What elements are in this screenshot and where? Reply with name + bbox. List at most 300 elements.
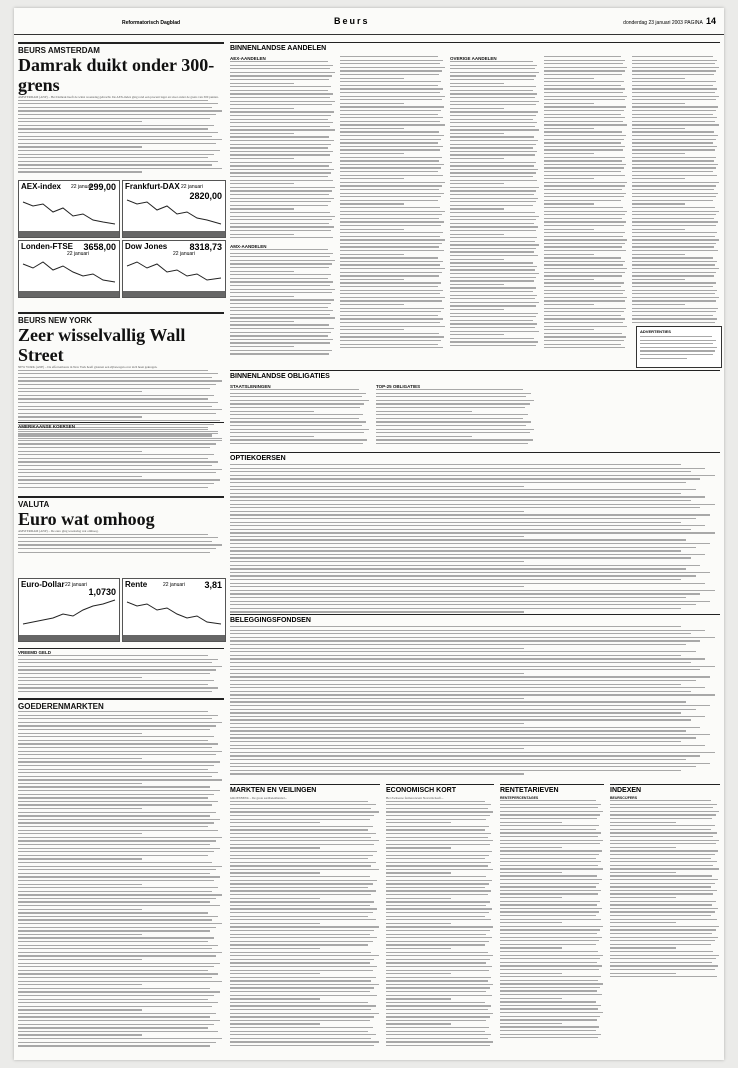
text-line <box>230 219 332 220</box>
text-line <box>386 847 451 848</box>
text-line <box>340 344 438 345</box>
text-line <box>450 291 533 292</box>
text-line <box>450 287 536 288</box>
text-line <box>632 139 716 140</box>
text-line <box>386 901 490 902</box>
section-heading: INDEXEN <box>610 784 720 794</box>
text-line <box>18 655 208 656</box>
text-line <box>544 189 622 190</box>
text-line <box>18 812 216 813</box>
text-line <box>632 81 716 82</box>
text-line <box>18 747 212 748</box>
table-lines <box>230 249 336 357</box>
text-line <box>632 142 713 143</box>
text-line <box>500 1016 600 1017</box>
text-line <box>230 662 691 663</box>
chart-line <box>123 592 225 634</box>
text-line <box>230 126 330 127</box>
text-line <box>500 926 603 927</box>
text-line <box>632 207 715 208</box>
chart-value: 299,00 <box>88 182 116 192</box>
text-line <box>632 243 716 244</box>
text-line <box>544 96 627 97</box>
text-line <box>18 691 212 692</box>
beurs-amsterdam-article <box>18 42 224 176</box>
text-line <box>386 977 491 978</box>
text-line <box>230 411 314 412</box>
text-line <box>230 158 294 159</box>
text-line <box>610 965 718 966</box>
text-line <box>500 861 601 862</box>
text-line <box>230 597 686 598</box>
text-line <box>450 136 534 137</box>
text-line <box>230 770 681 771</box>
text-line <box>18 114 216 115</box>
text-line <box>610 872 676 873</box>
text-line <box>544 146 625 147</box>
text-line <box>610 908 718 909</box>
text-line <box>632 149 715 150</box>
text-line <box>340 225 441 226</box>
text-line <box>340 300 442 301</box>
text-line <box>230 256 330 257</box>
text-line <box>230 916 368 917</box>
text-line <box>500 958 600 959</box>
text-line <box>386 1045 490 1046</box>
text-line <box>18 855 208 856</box>
text-line <box>230 977 376 978</box>
text-line <box>340 196 441 197</box>
text-line <box>230 691 691 692</box>
text-line <box>500 818 597 819</box>
text-line <box>500 875 597 876</box>
text-line <box>610 807 713 808</box>
text-line <box>450 61 533 62</box>
text-line <box>610 890 717 891</box>
text-line <box>230 108 294 109</box>
text-line <box>610 854 715 855</box>
text-line <box>18 804 212 805</box>
text-line <box>632 232 717 233</box>
text-line <box>386 872 451 873</box>
text-line <box>230 389 359 390</box>
text-line <box>632 304 685 305</box>
text-line <box>18 1006 212 1007</box>
text-line <box>450 154 535 155</box>
chart-title: Dow Jones <box>125 242 168 251</box>
text-line <box>610 861 717 862</box>
text-line <box>340 193 444 194</box>
text-line <box>544 139 624 140</box>
text-line <box>632 221 718 222</box>
text-line <box>230 267 329 268</box>
text-line <box>230 701 686 702</box>
text-line <box>18 161 218 162</box>
text-line <box>500 933 597 934</box>
text-line <box>500 854 599 855</box>
text-line <box>610 886 711 887</box>
text-line <box>230 436 314 437</box>
text-line <box>18 157 208 158</box>
text-line <box>500 865 598 866</box>
text-line <box>610 904 712 905</box>
text-line <box>544 60 625 61</box>
text-line <box>18 765 214 766</box>
text-line <box>18 454 214 455</box>
table-heading: VREEMD GELD <box>18 648 224 655</box>
text-line <box>500 868 603 869</box>
text-line <box>544 300 625 301</box>
text-line <box>230 855 373 856</box>
text-line <box>500 980 598 981</box>
text-line <box>340 308 444 309</box>
text-line <box>18 905 220 906</box>
text-line <box>340 99 442 100</box>
text-line <box>230 321 294 322</box>
text-line <box>544 250 626 251</box>
text-line <box>386 941 489 942</box>
text-line <box>610 919 717 920</box>
text-line <box>544 142 621 143</box>
text-line <box>340 114 438 115</box>
text-line <box>450 255 538 256</box>
text-line <box>18 851 214 852</box>
text-line <box>340 275 439 276</box>
text-line <box>18 790 220 791</box>
text-line <box>230 83 294 84</box>
text-line <box>230 568 686 569</box>
text-line <box>340 329 404 330</box>
text-line <box>500 807 598 808</box>
text-line <box>230 90 328 91</box>
chart-footer <box>19 231 119 237</box>
text-line <box>632 157 716 158</box>
text-line <box>230 991 370 992</box>
text-line <box>340 290 443 291</box>
text-line <box>386 1023 451 1024</box>
text-line <box>18 733 142 734</box>
text-line <box>632 78 685 79</box>
chart-value: 3658,00 <box>83 242 116 252</box>
chart-title: Londen-FTSE <box>21 242 73 251</box>
text-line <box>230 905 370 906</box>
text-line <box>18 848 220 849</box>
text-line <box>18 909 142 910</box>
text-line <box>450 277 536 278</box>
text-line <box>230 1041 379 1042</box>
text-line <box>450 208 504 209</box>
text-line <box>386 923 451 924</box>
text-line <box>230 205 328 206</box>
text-line <box>386 811 493 812</box>
text-line <box>18 103 218 104</box>
text-line <box>376 393 531 394</box>
text-line <box>18 1027 208 1028</box>
chart-date: 22 januari <box>65 582 87 588</box>
text-line <box>340 243 442 244</box>
text-line <box>18 461 218 462</box>
top25-table <box>376 384 536 449</box>
text-line <box>632 67 719 68</box>
text-line <box>640 358 687 359</box>
text-line <box>18 684 208 685</box>
text-line <box>230 984 379 985</box>
economisch-kort <box>386 784 494 1051</box>
text-line <box>230 934 370 935</box>
text-line <box>500 1019 597 1020</box>
text-line <box>632 114 713 115</box>
text-line <box>18 754 216 755</box>
binnenlandse-obligaties <box>230 370 720 380</box>
chart-line <box>123 194 225 232</box>
optiekoersen <box>230 452 720 618</box>
text-line <box>230 755 700 756</box>
table-heading: STAATSLENINGEN <box>230 384 271 389</box>
text-line <box>18 370 208 371</box>
text-line <box>500 879 602 880</box>
text-line <box>18 677 142 678</box>
text-line <box>544 246 622 247</box>
text-line <box>230 122 333 123</box>
text-line <box>230 801 368 802</box>
text-line <box>230 655 681 656</box>
text-line <box>340 131 439 132</box>
text-line <box>376 429 534 430</box>
text-line <box>230 923 320 924</box>
text-line <box>18 995 214 996</box>
text-line <box>500 1023 562 1024</box>
text-line <box>386 865 488 866</box>
text-line <box>18 1016 210 1017</box>
text-line <box>544 333 622 334</box>
text-line <box>500 955 603 956</box>
text-line <box>500 847 562 848</box>
text-line <box>386 919 491 920</box>
text-line <box>632 103 685 104</box>
text-line <box>632 60 717 61</box>
text-line <box>500 1026 599 1027</box>
text-line <box>386 984 493 985</box>
text-line <box>450 165 534 166</box>
text-line <box>230 705 710 706</box>
article-lead: AMSTERDAM (ANP) – De euro ging woensdag wat omhoog. <box>18 529 99 533</box>
text-line <box>632 293 715 294</box>
text-line <box>18 711 208 712</box>
text-line <box>632 70 716 71</box>
text-line <box>230 1045 374 1046</box>
text-line <box>450 151 537 152</box>
text-line <box>544 315 621 316</box>
text-line <box>610 811 719 812</box>
text-line <box>230 547 696 548</box>
text-line <box>230 342 330 343</box>
text-line <box>544 182 627 183</box>
text-line <box>632 182 719 183</box>
text-line <box>340 70 442 71</box>
text-line <box>610 822 676 823</box>
text-line <box>230 190 332 191</box>
text-line <box>340 207 440 208</box>
text-line <box>544 218 622 219</box>
text-line <box>230 65 333 66</box>
text-line <box>18 458 208 459</box>
chart-footer <box>123 231 225 237</box>
text-line <box>18 808 142 809</box>
overige-aandelen-col3 <box>632 56 720 326</box>
text-line <box>230 421 366 422</box>
text-line <box>18 715 218 716</box>
chart-date: 22 januari <box>181 184 203 190</box>
text-line <box>230 970 373 971</box>
text-line <box>230 676 710 677</box>
text-line <box>450 194 534 195</box>
text-line <box>18 447 210 448</box>
text-line <box>450 237 537 238</box>
text-line <box>632 99 716 100</box>
text-line <box>386 987 490 988</box>
text-line <box>340 124 445 125</box>
text-line <box>340 88 443 89</box>
text-line <box>500 973 562 974</box>
text-line <box>230 133 294 134</box>
text-line <box>18 751 222 752</box>
text-line <box>632 196 716 197</box>
text-line <box>18 797 208 798</box>
text-line <box>230 1020 370 1021</box>
text-line <box>230 716 705 717</box>
text-line <box>376 439 533 440</box>
text-line <box>632 200 713 201</box>
text-line <box>544 268 627 269</box>
text-line <box>500 1001 596 1002</box>
text-line <box>386 804 491 805</box>
text-line <box>450 248 536 249</box>
text-line <box>544 128 594 129</box>
text-line <box>500 843 600 844</box>
text-line <box>340 218 439 219</box>
text-line <box>230 471 691 472</box>
text-line <box>18 1009 142 1010</box>
text-line <box>544 135 626 136</box>
text-line <box>610 829 711 830</box>
text-line <box>632 261 717 262</box>
text-line <box>632 225 716 226</box>
text-line <box>230 1002 368 1003</box>
text-line <box>632 96 719 97</box>
text-line <box>544 347 625 348</box>
table-lines <box>230 389 370 449</box>
text-line <box>230 673 524 674</box>
text-line <box>640 347 717 348</box>
text-line <box>450 115 536 116</box>
text-line <box>340 286 438 287</box>
text-line <box>230 151 333 152</box>
text-line <box>386 851 492 852</box>
text-line <box>544 225 624 226</box>
text-line <box>18 380 222 381</box>
text-line <box>18 487 208 488</box>
text-line <box>18 128 208 129</box>
text-line <box>230 759 686 760</box>
text-line <box>18 761 220 762</box>
text-line <box>230 249 328 250</box>
date-page <box>623 16 716 26</box>
text-line <box>610 901 716 902</box>
text-line <box>450 234 504 235</box>
text-line <box>544 149 623 150</box>
text-line <box>18 736 214 737</box>
text-line <box>386 1016 490 1017</box>
text-line <box>230 468 705 469</box>
text-line <box>18 991 220 992</box>
text-line <box>230 819 370 820</box>
text-line <box>632 164 718 165</box>
text-line <box>632 135 718 136</box>
text-line <box>18 873 210 874</box>
text-line <box>450 241 535 242</box>
text-line <box>450 269 535 270</box>
text-line <box>386 890 491 891</box>
text-line <box>610 947 676 948</box>
text-line <box>386 955 493 956</box>
text-line <box>18 398 208 399</box>
text-line <box>340 211 445 212</box>
table-heading: OVERIGE AANDELEN <box>450 56 497 61</box>
text-line <box>544 239 627 240</box>
text-line <box>18 959 142 960</box>
text-line <box>610 929 716 930</box>
text-line <box>340 178 404 179</box>
text-line <box>500 890 601 891</box>
text-line <box>632 254 685 255</box>
article-body-lines <box>18 534 224 556</box>
chart-line <box>19 254 119 292</box>
text-line <box>18 725 216 726</box>
text-line <box>450 345 536 346</box>
text-line <box>18 779 222 780</box>
text-line <box>230 737 696 738</box>
text-line <box>18 548 216 549</box>
text-line <box>340 318 443 319</box>
chart-date: 22 januari <box>67 251 89 257</box>
text-line <box>230 496 705 497</box>
text-line <box>544 88 625 89</box>
text-line <box>544 160 622 161</box>
text-line <box>18 451 142 452</box>
text-line <box>340 175 443 176</box>
table-lines <box>376 389 536 449</box>
text-line <box>632 185 716 186</box>
text-line <box>610 933 712 934</box>
text-line <box>18 862 212 863</box>
chart-euro-dollar <box>18 578 120 642</box>
text-line <box>230 332 331 333</box>
text-line <box>386 966 492 967</box>
text-line <box>500 944 596 945</box>
text-line <box>544 92 623 93</box>
text-line <box>500 886 596 887</box>
text-line <box>230 858 368 859</box>
text-line <box>340 261 443 262</box>
text-line <box>632 146 717 147</box>
text-line <box>230 593 700 594</box>
text-line <box>450 338 534 339</box>
text-line <box>386 833 491 834</box>
text-line <box>230 201 331 202</box>
text-line <box>18 999 208 1000</box>
text-line <box>640 340 716 341</box>
text-line <box>230 822 320 823</box>
